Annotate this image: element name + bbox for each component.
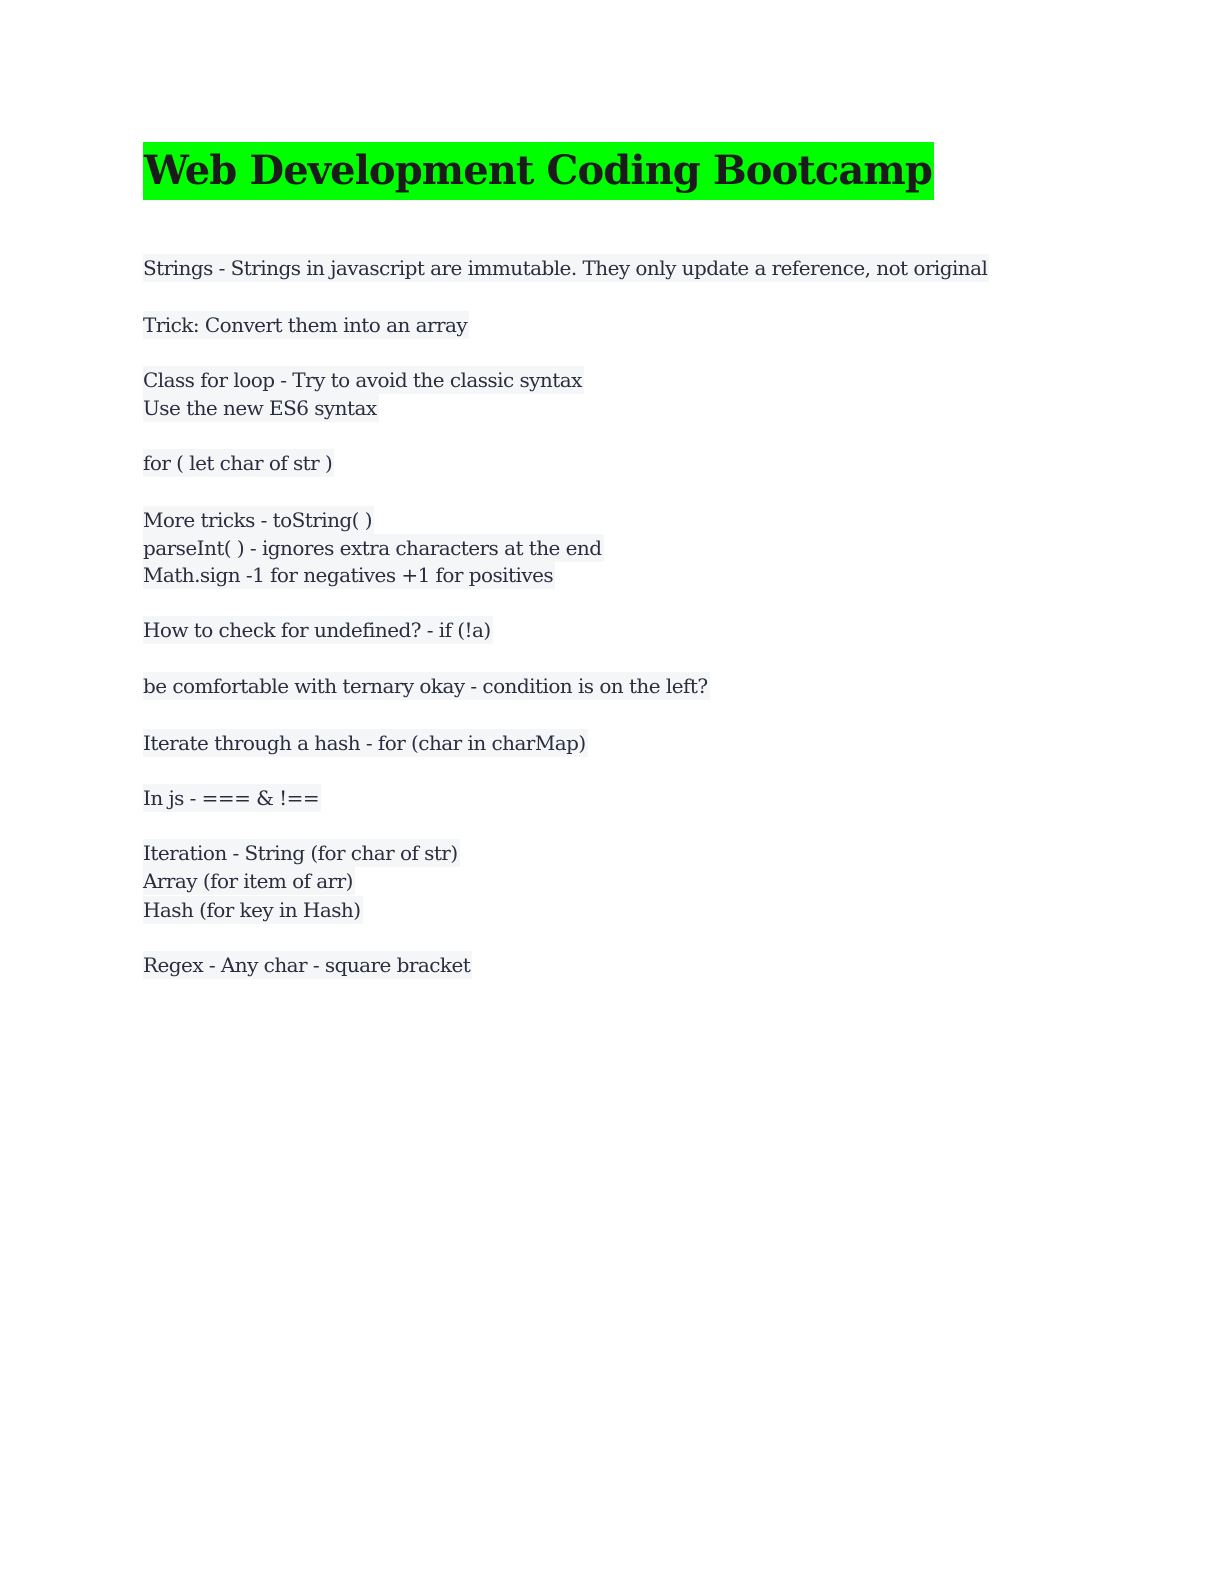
note-line xyxy=(143,534,604,562)
note-line-text: for ( let char of str ) xyxy=(143,451,333,475)
note-line xyxy=(143,616,493,644)
note-line xyxy=(143,366,584,394)
note-line xyxy=(143,867,355,895)
note-line xyxy=(143,896,363,924)
note-line xyxy=(143,311,469,339)
note-line xyxy=(143,729,588,757)
note-line-text: Trick: Convert them into an array xyxy=(143,313,468,337)
note-line-text: Iteration - String (for char of str) xyxy=(143,841,458,865)
document-title: Web Development Coding Bootcamp xyxy=(143,142,934,200)
note-line xyxy=(143,506,374,534)
note-line xyxy=(143,449,334,477)
note-line-text: More tricks - toString( ) xyxy=(143,508,372,532)
note-line-text: In js - === & !== xyxy=(143,786,320,810)
note-line-text: Strings - Strings in javascript are immutable. They only update a reference, not original xyxy=(143,256,988,280)
note-line-text: Regex - Any char - square bracket xyxy=(143,953,471,977)
note-line-text: be comfortable with ternary okay - condition is on the left? xyxy=(143,674,708,698)
note-line xyxy=(143,672,710,700)
note-line-text: Use the new ES6 syntax xyxy=(143,396,377,420)
note-line-text: Math.sign -1 for negatives +1 for positives xyxy=(143,563,554,587)
document-title-container xyxy=(143,142,934,200)
note-line-text: parseInt( ) - ignores extra characters at the end xyxy=(143,536,602,560)
note-line xyxy=(143,784,321,812)
note-line xyxy=(143,951,472,979)
note-line xyxy=(143,839,460,867)
note-line xyxy=(143,254,989,282)
note-line xyxy=(143,394,379,422)
note-line-text: Array (for item of arr) xyxy=(143,869,353,893)
note-line xyxy=(143,561,555,589)
note-line-text: How to check for undefined? - if (!a) xyxy=(143,618,491,642)
note-line-text: Iterate through a hash - for (char in charMap) xyxy=(143,731,586,755)
note-line-text: Class for loop - Try to avoid the classic syntax xyxy=(143,368,582,392)
note-line-text: Hash (for key in Hash) xyxy=(143,898,361,922)
